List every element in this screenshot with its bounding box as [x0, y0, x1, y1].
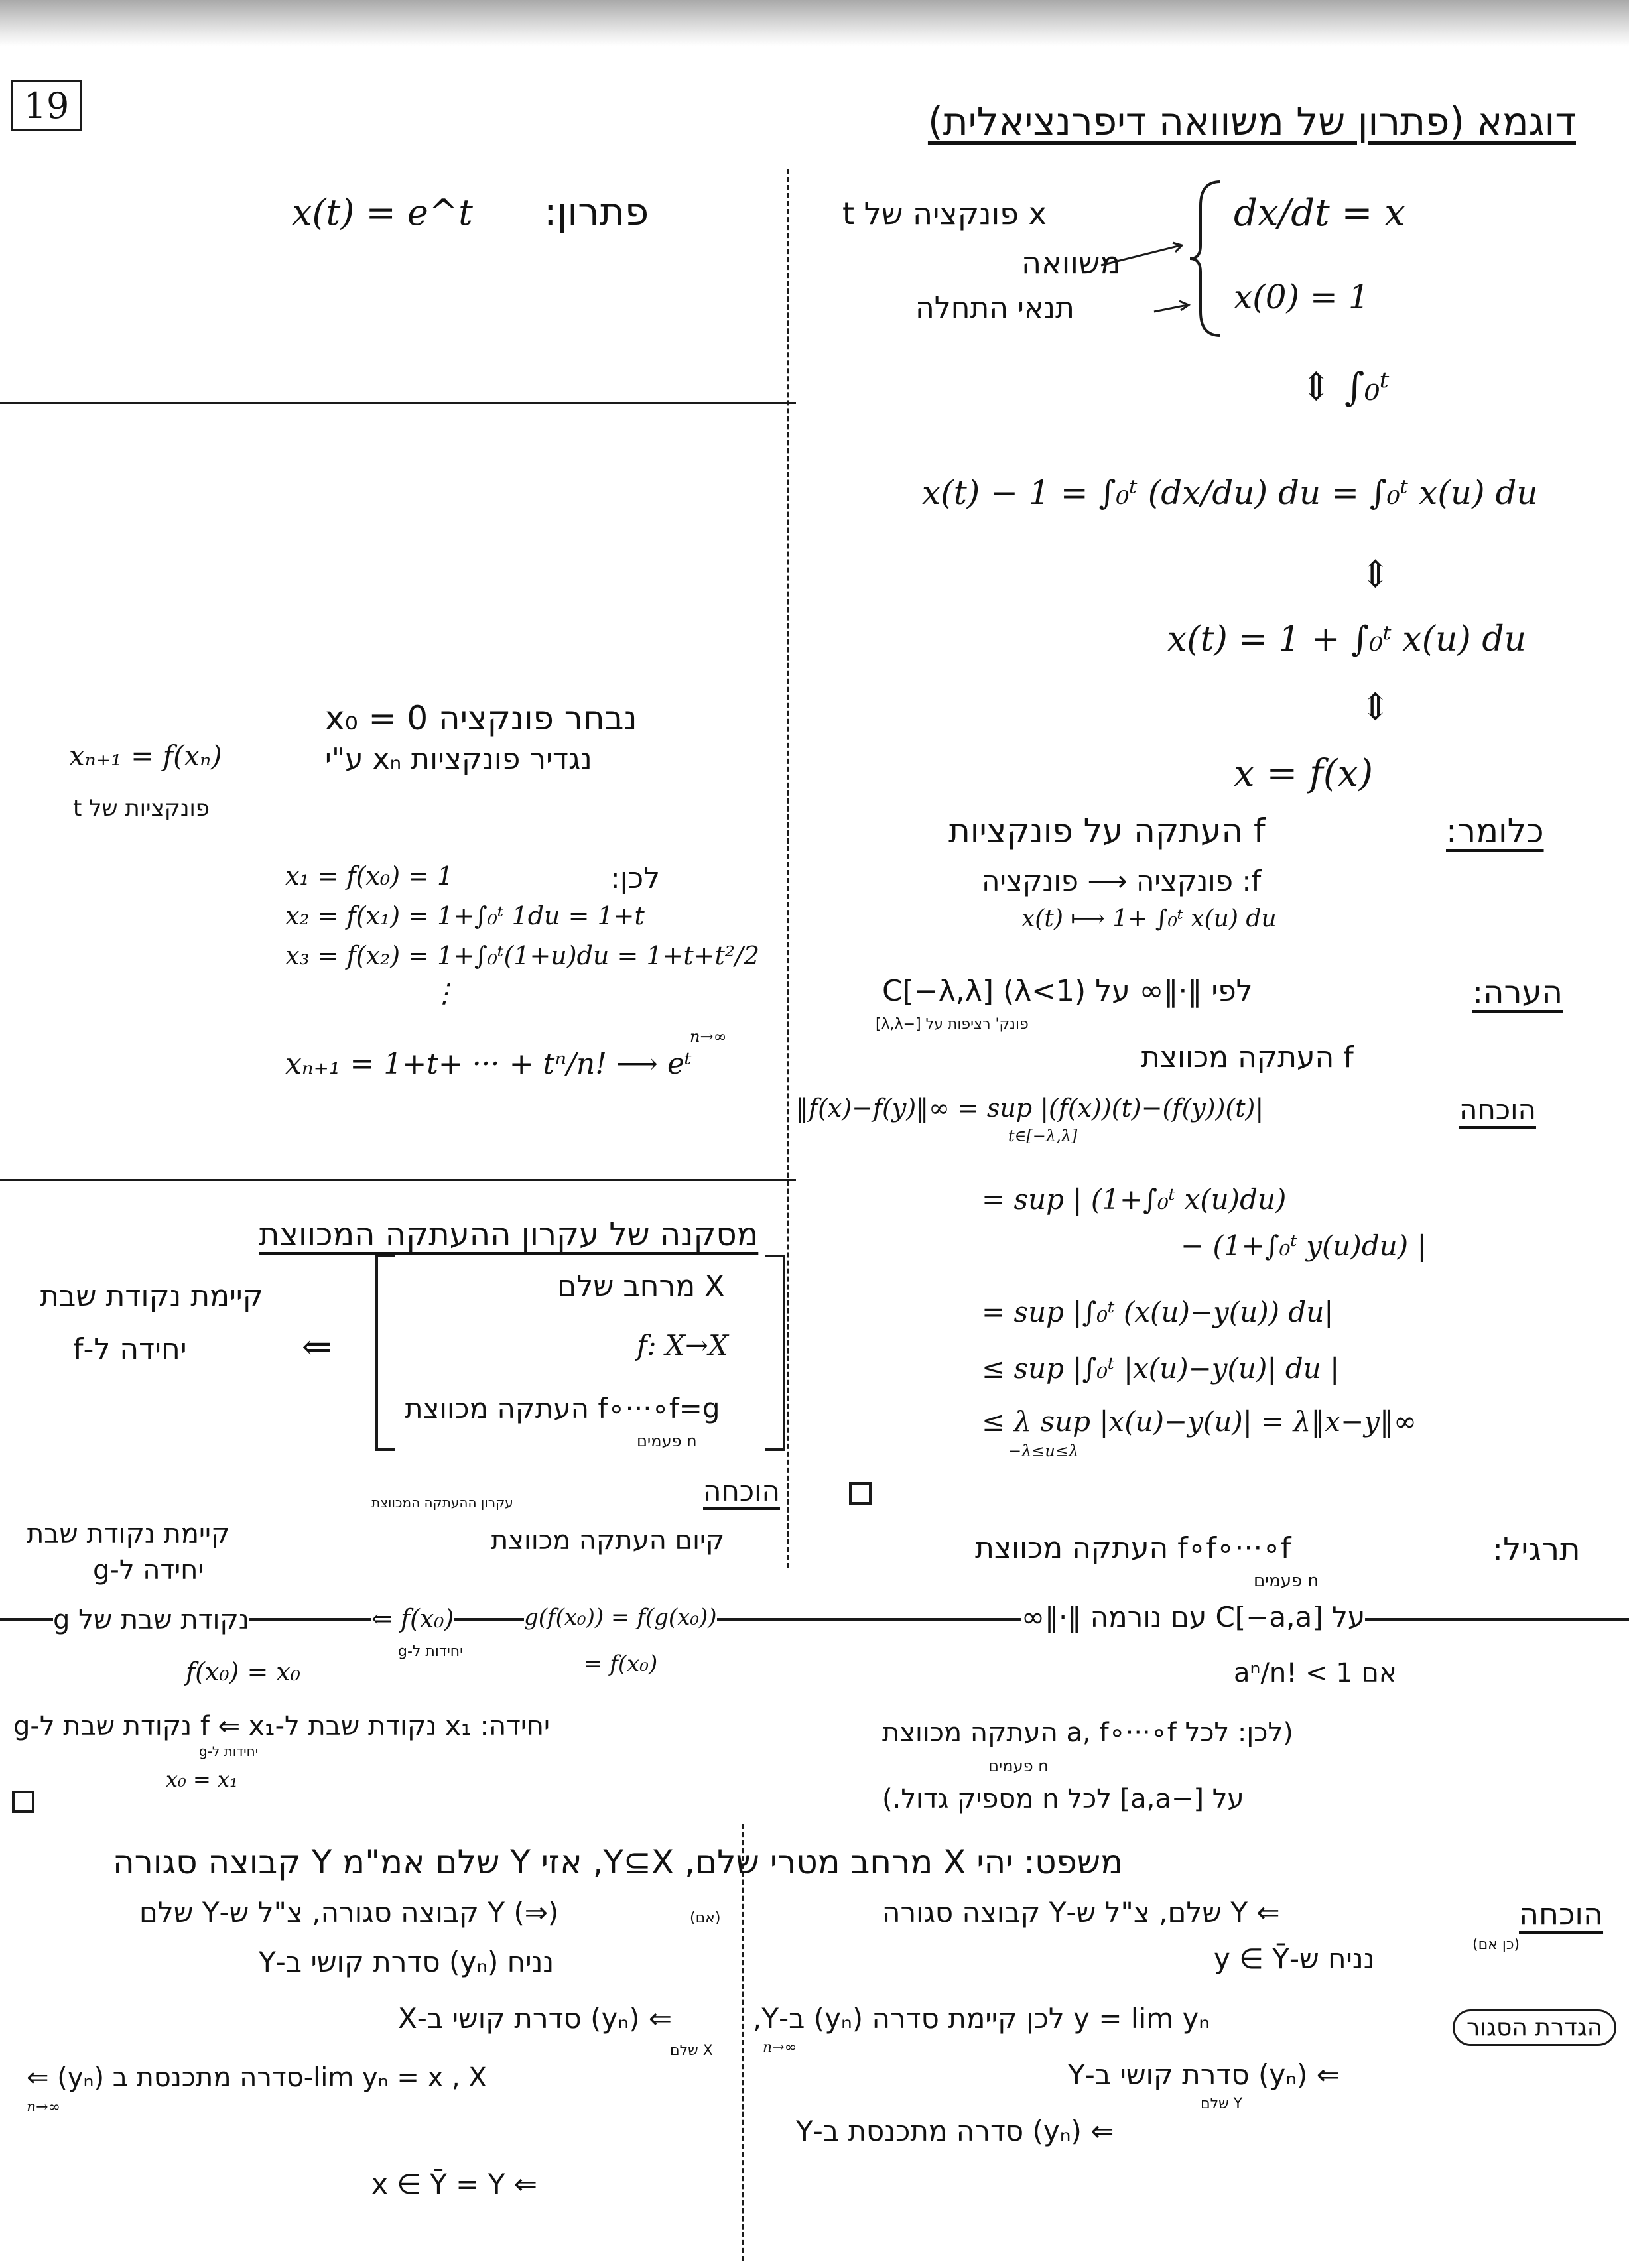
corollary-proof-1-result: קיימת נקודת שבת: [27, 1519, 230, 1549]
proof-step-3: − (1+∫₀ᵗ y(u)du) |: [1181, 1229, 1427, 1262]
proof-step-1-sub: t∈[−λ,λ]: [1008, 1127, 1078, 1145]
solution-label: פתרון:: [544, 189, 649, 234]
left-proof-3: y = lim yₙ לכן קיימת סדרה (yₙ) ב-Y,: [753, 2002, 1210, 2035]
ode-note-equation: משוואה: [1021, 245, 1121, 281]
divider-left-2: [0, 1179, 796, 1181]
ode-note-initial: תנאי התחלה: [915, 291, 1075, 325]
right-proof-1-small: (אם): [690, 1910, 721, 1926]
iteration-rule: xₙ₊₁ = f(xₙ): [69, 739, 222, 772]
corollary-proof-3-right: f(x₀) = x₀: [186, 1657, 301, 1686]
iterate-xn: xₙ₊₁ = 1+t+ ··· + tⁿ/n! ⟶ eᵗ: [285, 1047, 692, 1081]
fixed-point-equation: x = f(x): [1234, 752, 1374, 795]
corollary-cond-3-sub: n פעמים: [637, 1432, 697, 1450]
proof-step-2: = sup | (1+∫₀ᵗ x(u)du): [982, 1183, 1287, 1216]
corollary-bracket-right: [763, 1253, 789, 1452]
iteration-rule-note: פונקציות של t: [73, 795, 210, 822]
theorem-proof-label: הוכחה: [1519, 1896, 1604, 1932]
ode-note-arrows: [1094, 239, 1194, 332]
corollary-proof-2-left: g(f(x₀)) = f(g(x₀)): [524, 1604, 717, 1631]
right-proof-2: נניח (yₙ) סדרת קושי ב-Y: [259, 1946, 554, 1978]
equiv-symbol-2: ⇕: [1360, 686, 1391, 729]
right-proof-1: (⇒) Y קבוצה סגורה, צ"ל ש-Y שלם: [139, 1896, 559, 1928]
contraction-proof-label: הוכחה: [1459, 1094, 1536, 1126]
corollary-bracket: [371, 1253, 398, 1452]
corollary-proof-2-mid: ⇐ f(x₀): [371, 1604, 454, 1633]
right-proof-4: lim yₙ = x , X-סדרה מתכנסת ב (yₙ) ⇐: [27, 2062, 487, 2093]
corollary-proof-5: x₀ = x₁: [166, 1767, 238, 1792]
right-proof-4-note: X שלם: [670, 2043, 713, 2059]
corollary-proof-4: יחידה: x₁ נקודת שבת ל-f ⇐ x₁ נקודת שבת ל-g: [13, 1711, 550, 1741]
exercise-line-5: על [−a,a] לכל n מספיק גדול.): [882, 1784, 1244, 1814]
divider-left-1: [0, 402, 796, 404]
remark-small: פונק' רציפות על [−λ,λ]: [876, 1016, 1029, 1033]
integrate-symbol: ⇕ ∫₀ᵗ: [1300, 364, 1390, 409]
integral-equation: x(t) = 1 + ∫₀ᵗ x(u) du: [1167, 619, 1527, 659]
left-proof-4: ⇐ (yₙ) סדרת קושי ב-Y: [1068, 2058, 1340, 2091]
iterate-x1: x₁ = f(x₀) = 1: [285, 861, 454, 891]
corollary-proof-1-small: עקרון ההעתקה המכווצת: [371, 1495, 513, 1511]
proof-step-6-sub: −λ≤u≤λ: [1008, 1442, 1079, 1460]
iterate-limit: n→∞: [690, 1027, 727, 1046]
corollary-proof-3-note: יחידות ל-g: [398, 1643, 464, 1660]
contraction-title: f העתקה על פונקציות: [948, 812, 1266, 850]
remark-label: הערה:: [1472, 974, 1563, 1011]
iteration-therefore: לכן:: [610, 861, 661, 895]
page-title: דוגמא (פתרון של משוואה דיפרנציאלית): [927, 99, 1576, 144]
column-divider-bottom: [742, 1824, 744, 2261]
corollary-proof-5-note: יחידות ל-g: [199, 1743, 259, 1759]
left-proof-1: ⇐ Y שלם, צ"ל ש-Y קבוצה סגורה: [882, 1896, 1280, 1928]
corollary-proof-label: הוכחה: [703, 1475, 780, 1507]
page-number: 19: [11, 80, 82, 131]
corollary-title: מסקנה של עקרון ההעתקה המכווצת: [259, 1216, 759, 1253]
corollary-cond-1: X מרחב שלם: [557, 1269, 725, 1303]
iterate-x3: x₃ = f(x₂) = 1+∫₀ᵗ(1+u)du = 1+t+t²/2: [285, 941, 760, 970]
ode-note-function: x פונקציה של t: [842, 196, 1047, 231]
solution-formula: x(t) = e^t: [292, 192, 473, 233]
integral-form: x(t) − 1 = ∫₀ᵗ (dx/du) du = ∫₀ᵗ x(u) du: [922, 473, 1538, 512]
proof-step-6: ≤ λ sup |x(u)−y(u)| = λ‖x−y‖∞: [982, 1405, 1417, 1438]
left-proof-5-note: Y שלם: [1201, 2096, 1243, 2112]
remark-text: לפי ‖·‖∞ על C[−λ,λ] (λ<1): [882, 974, 1253, 1008]
left-proof-3-sub: n→∞: [763, 2039, 797, 2056]
exercise-label: תרגיל:: [1492, 1531, 1581, 1568]
qed-box-right: [849, 1482, 872, 1505]
right-proof-4-sub: n→∞: [27, 2099, 60, 2115]
corollary-proof-1: קיום העתקה מכווצת: [491, 1525, 725, 1556]
remark-text-2: f העתקה מכווצת: [1141, 1040, 1354, 1074]
equiv-symbol-1: ⇕: [1360, 553, 1391, 596]
left-proof-5: ⇐ (yₙ) סדרה מתכנסת ב-Y: [796, 2115, 1114, 2147]
exercise-line-4: (לכן: לכל a, f∘···∘f העתקה מכווצת: [882, 1718, 1293, 1748]
scan-shadow: [0, 0, 1629, 46]
corollary-proof-2-right: נקודת שבת של g: [53, 1605, 249, 1635]
iteration-line-2: נגדיר פונקציות xₙ ע"י: [325, 742, 592, 776]
proof-step-5: ≤ sup |∫₀ᵗ |x(u)−y(u)| du |: [982, 1352, 1340, 1385]
corollary-arrow: ⇐: [302, 1326, 332, 1367]
proof-step-1: ‖f(x)−f(y)‖∞ = sup |(f(x))(t)−(f(y))(t)|: [796, 1094, 1264, 1123]
iteration-line-1: נבחר פונקציה x₀ = 0: [325, 699, 637, 737]
exercise-line-1-sub: n פעמים: [1254, 1571, 1319, 1591]
exercise-line-2: על C[−a,a] עם נורמה ‖·‖∞: [1021, 1601, 1366, 1633]
exercise-line-4-sub: n פעמים: [988, 1757, 1049, 1775]
right-proof-3: ⇐ (yₙ) סדרת קושי ב-X: [398, 2002, 673, 2035]
proof-step-4: = sup |∫₀ᵗ (x(u)−y(u)) du|: [982, 1296, 1334, 1328]
exercise-line-1: f∘f∘···∘f העתקה מכווצת: [975, 1531, 1291, 1565]
contraction-label: כלומר:: [1446, 812, 1544, 850]
theorem-proof-small: (כן אם): [1472, 1936, 1520, 1953]
ode-initial-condition: x(0) = 1: [1234, 278, 1370, 316]
iterate-dots: ⋮: [431, 978, 458, 1009]
left-proof-2: נניח ש-y ∈ Ȳ: [1214, 1942, 1375, 1975]
corollary-result-2: יחידה ל-f: [73, 1332, 187, 1366]
exercise-line-3: אם aⁿ/n! < 1: [1234, 1658, 1397, 1688]
iterate-x2: x₂ = f(x₁) = 1+∫₀ᵗ 1du = 1+t: [285, 901, 645, 930]
qed-box-left: [12, 1791, 34, 1813]
corollary-result-1: קיימת נקודת שבת: [40, 1279, 263, 1313]
map-line-1: f: פונקציה ⟶ פונקציה: [982, 865, 1262, 897]
corollary-proof-1-result-2: יחידה ל-g: [93, 1555, 204, 1586]
corollary-cond-3: f∘···∘f=g העתקה מכווצת: [405, 1392, 720, 1424]
theorem-statement: משפט: יהי X מרחב מטרי שלם, Y⊆X, אזי Y שלם אמ"מ Y קבוצה סגורה: [113, 1843, 1124, 1881]
right-proof-5: ⇐ x ∈ Ȳ = Y: [371, 2168, 537, 2200]
closure-label: הגדרת הסגור: [1453, 2009, 1616, 2046]
map-line-2: x(t) ⟼ 1+ ∫₀ᵗ x(u) du: [1021, 905, 1277, 932]
corollary-proof-3-left: = f(x₀): [584, 1651, 658, 1677]
corollary-cond-2: f: X→X: [637, 1329, 729, 1361]
ode-equation: dx/dt = x: [1234, 192, 1405, 235]
